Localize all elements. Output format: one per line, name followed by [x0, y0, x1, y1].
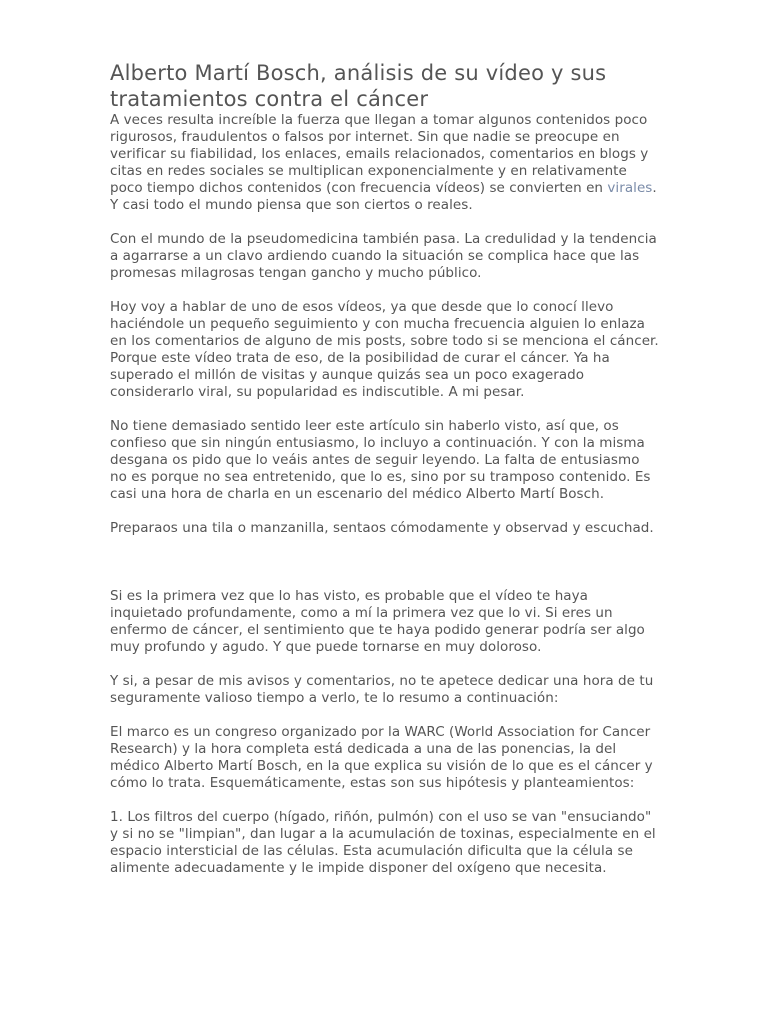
- paragraph-intro-text: A veces resulta increíble la fuerza que llegan a tomar algunos contenidos poco rigurosos, fraudulentos o falsos por internet. Sin que nadie se preocupe en verificar su fiabilidad, los enlaces, emails relacionados, comentarios en blogs y citas en redes sociales se multiplican exponencialmente y en relativamente poco tiempo dichos contenidos (con frecuencia vídeos) se convierten en: [110, 112, 649, 196]
- article-title: Alberto Martí Bosch, análisis de su vídeo y sus tratamientos contra el cáncer: [110, 61, 607, 111]
- paragraph-first-time: Si es la primera vez que lo has visto, es probable que el vídeo te haya inquietado profundamente, como a mí la primera vez que lo vi. Si eres un enfermo de cáncer, el sentimiento que te haya podido generar podría ser algo muy profundo y agudo. Y que puede tornarse en muy doloroso.: [110, 588, 645, 655]
- paragraph-intro: [110, 112, 660, 214]
- paragraph-pseudomedicina: Con el mundo de la pseudomedicina también pasa. La credulidad y la tendencia a agarrarse a un clavo ardiendo cuando la situación se complica hace que las promesas milagrosas tengan gancho y mucho público.: [110, 231, 657, 281]
- paragraph-summary-intro: Y si, a pesar de mis avisos y comentarios, no te apetece dedicar una hora de tu seguramente valioso tiempo a verlo, te lo resumo a continuación:: [110, 673, 654, 706]
- article: [110, 60, 660, 877]
- paragraph-video-intro: Hoy voy a hablar de uno de esos vídeos, ya que desde que lo conocí llevo haciéndole un pequeño seguimiento y con mucha frecuencia alguien lo enlaza en los comentarios de alguno de mis posts, sobre todo si se menciona el cáncer. Porque este vídeo trata de eso, de la posibilidad de curar el cáncer. Ya ha superado el millón de visitas y aunque quizás sea un poco exagerado considerarlo viral, su popularidad es indiscutible. A mi pesar.: [110, 299, 659, 400]
- paragraph-intro-end: . Y casi todo el mundo piensa que son ciertos o reales.: [110, 180, 657, 213]
- virales-link[interactable]: virales: [607, 180, 653, 196]
- paragraph-confession: No tiene demasiado sentido leer este artículo sin haberlo visto, así que, os confieso que sin ningún entusiasmo, lo incluyo a continuación. Y con la misma desgana os pido que lo veáis antes de seguir leyendo. La falta de entusiasmo no es porque no sea entretenido, que lo es, sino por su tramposo contenido. Es casi una hora de charla en un escenario del médico Alberto Martí Bosch.: [110, 418, 651, 502]
- paragraph-tila: Preparaos una tila o manzanilla, sentaos cómodamente y observad y escuchad.: [110, 520, 654, 536]
- paragraph-warc: El marco es un congreso organizado por la WARC (World Association for Cancer Research) y la hora completa está dedicada a una de las ponencias, la del médico Alberto Martí Bosch, en la que explica su visión de lo que es el cáncer y cómo lo trata. Esquemáticamente, estas son sus hipótesis y planteamientos:: [110, 724, 653, 791]
- paragraph-filtros: 1. Los filtros del cuerpo (hígado, riñón, pulmón) con el uso se van "ensuciando" y si no se "limpian", dan lugar a la acumulación de toxinas, especialmente en el espacio intersticial de las células. Esta acumulación dificulta que la célula se alimente adecuadamente y le impide disponer del oxígeno que necesita.: [110, 809, 656, 876]
